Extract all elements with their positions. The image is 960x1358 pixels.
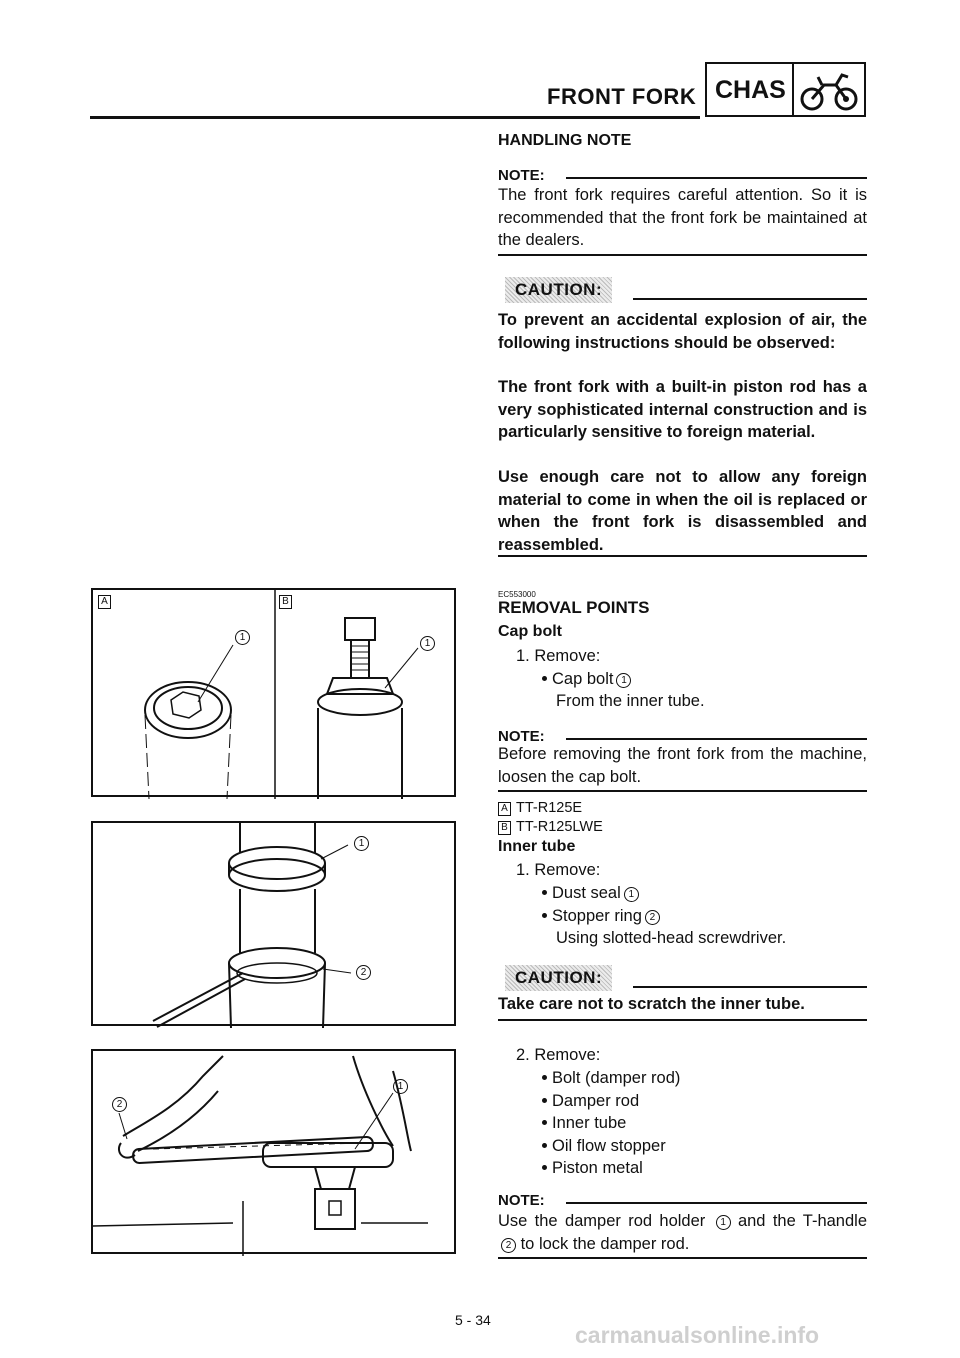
callout-marker: 2 xyxy=(356,965,371,980)
caution-end-rule xyxy=(498,555,867,557)
section-code-ref: EC553000 xyxy=(498,590,536,599)
note-label: NOTE: xyxy=(498,167,545,184)
callout-marker: 1 xyxy=(420,636,435,651)
list-item: Damper rod xyxy=(542,1090,639,1113)
caution-rule xyxy=(633,298,867,300)
header-rule xyxy=(90,116,700,119)
model-legend-a: A TT-R125E xyxy=(498,800,582,816)
bullet-icon xyxy=(542,1075,547,1080)
note-end-rule xyxy=(498,790,867,792)
figure-damper-rod xyxy=(91,1049,456,1254)
section-code: CHAS xyxy=(715,76,786,104)
bullet-icon xyxy=(542,890,547,895)
cap-bolt-step: 1. Remove: xyxy=(516,647,601,665)
caution-rule xyxy=(633,986,867,988)
list-item: Dust seal 1 xyxy=(542,882,639,905)
bullet-icon xyxy=(542,1098,547,1103)
callout-marker: 2 xyxy=(112,1097,127,1112)
bullet-icon xyxy=(542,1143,547,1148)
inner-tube-step-2: 2. Remove: xyxy=(516,1046,601,1064)
caution-paragraph-3: Use enough care not to allow any foreign material to come in when the oil is replaced or when the front fork is disassembled and reassembled. xyxy=(498,468,867,554)
handling-note-text: The front fork requires careful attention. So it is recommended that the front fork be maintained at the dealers. xyxy=(498,186,867,249)
watermark: carmanualsonline.info xyxy=(575,1322,820,1348)
inner-tube-caution-text: Take care not to scratch the inner tube. xyxy=(498,995,805,1013)
model-legend-b: B TT-R125LWE xyxy=(498,819,603,835)
figure-inner-tube xyxy=(91,821,456,1026)
removal-heading: REMOVAL POINTS xyxy=(498,598,650,617)
bullet-icon xyxy=(542,913,547,918)
cap-bolt-item: Cap bolt 1 xyxy=(542,668,631,691)
panel-a-label: A xyxy=(98,595,111,609)
cap-bolt-note-text: Before removing the front fork from the machine, loosen the cap bolt. xyxy=(498,745,867,786)
badge-divider xyxy=(792,64,794,115)
list-item: Stopper ring 2 xyxy=(542,905,660,928)
note-rule xyxy=(566,1202,867,1204)
bullet-icon xyxy=(542,1165,547,1170)
page-title: FRONT FORK xyxy=(547,84,697,109)
caution-label: CAUTION: xyxy=(505,965,612,991)
caution-label: CAUTION: xyxy=(505,277,612,303)
stopper-ring-illustration xyxy=(93,823,458,1028)
note-label: NOTE: xyxy=(498,1192,545,1209)
list-item: Inner tube xyxy=(542,1112,626,1135)
inner-tube-step-1: 1. Remove: xyxy=(516,861,601,879)
callout-marker: 1 xyxy=(393,1079,408,1094)
cap-bolt-detail: From the inner tube. xyxy=(556,692,705,710)
list-item: Piston metal xyxy=(542,1157,643,1180)
callout-marker: 1 xyxy=(235,630,250,645)
note-end-rule xyxy=(498,1257,867,1259)
bullet-icon xyxy=(542,1120,547,1125)
handling-heading: HANDLING NOTE xyxy=(498,132,632,149)
page-number: 5 - 34 xyxy=(455,1312,491,1328)
figure-cap-bolt xyxy=(91,588,456,797)
caution-paragraph-1: To prevent an accidental explosion of air, the following instructions should be observed: xyxy=(498,311,867,352)
note-rule xyxy=(566,738,867,740)
section-badge xyxy=(705,62,866,117)
cap-bolt-subheading: Cap bolt xyxy=(498,623,562,640)
inner-tube-subheading: Inner tube xyxy=(498,838,576,855)
panel-b-label: B xyxy=(279,595,292,609)
motorcycle-icon xyxy=(798,69,862,113)
note-label: NOTE: xyxy=(498,728,545,745)
damper-note-text: Use the damper rod holder 1 and the T-handle 2 to lock the damper rod. xyxy=(498,1212,867,1253)
caution-paragraph-2: The front fork with a built-in piston rod has a very sophisticated internal construction and is particularly sensitive to foreign material. xyxy=(498,378,867,441)
inner-tube-detail: Using slotted-head screwdriver. xyxy=(556,929,787,947)
callout-marker: 1 xyxy=(354,836,369,851)
bullet-icon xyxy=(542,676,547,681)
note-rule xyxy=(566,177,867,179)
note-end-rule xyxy=(498,254,867,256)
list-item: Oil flow stopper xyxy=(542,1135,666,1158)
list-item: Bolt (damper rod) xyxy=(542,1067,680,1090)
caution-end-rule xyxy=(498,1019,867,1021)
cap-bolt-illustration xyxy=(93,590,458,799)
